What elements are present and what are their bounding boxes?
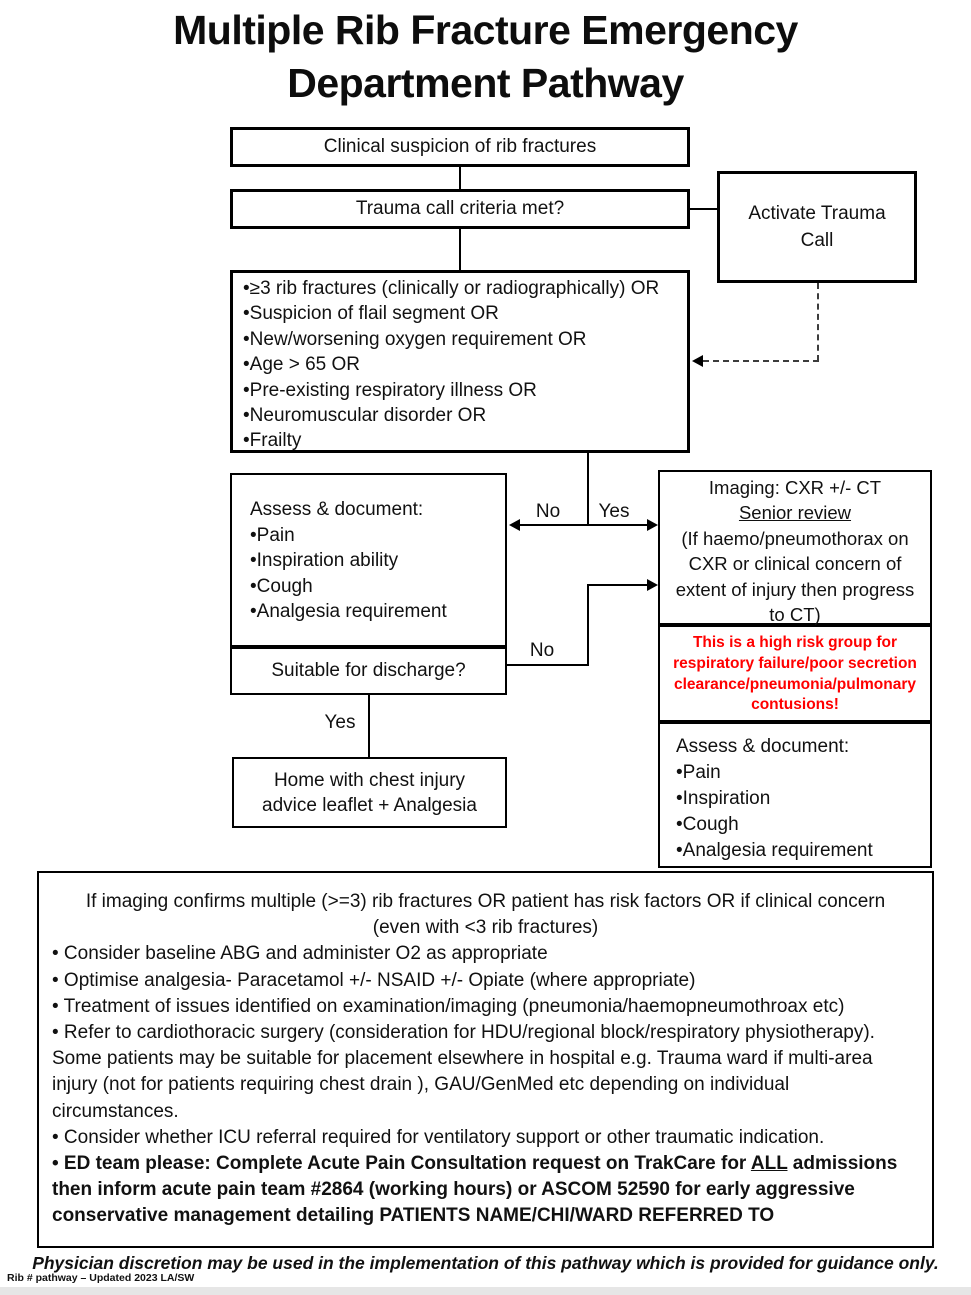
trauma-call-label: Trauma call criteria met? bbox=[355, 198, 565, 219]
assess-right-title: Assess & document: bbox=[676, 736, 850, 757]
management-intro-line2: (even with <3 rib fractures) bbox=[372, 917, 599, 939]
edge-label-no-mid: No bbox=[520, 640, 564, 662]
management-bullet: • Refer to cardiothoracic surgery (consideration for HDU/regional block/respiratory physiotherapy). Some patients may be suitable for placement elsewhere in hospital e.g. Trauma ward if multi-area injury (not for patients requiring chest drain ), GAU/GenMed etc depending on individual circumstances. bbox=[52, 1022, 875, 1122]
high-risk-warning-text: This is a high risk group for respiratory failure/poor secretion clearance/pneumonia/pulmonary contusions! bbox=[673, 634, 917, 714]
connector-discharge-to-home bbox=[368, 695, 370, 757]
home-advice-label: Home with chest injury advice leaflet + Analgesia bbox=[262, 769, 477, 816]
arrowhead-into-imaging2-icon bbox=[647, 579, 658, 591]
version-text: Rib # pathway – Updated 2023 LA/SW bbox=[7, 1272, 195, 1284]
assess-right-item: •Cough bbox=[676, 814, 739, 835]
management-bullet: • Consider whether ICU referral required for ventilatory support or other traumatic indication. bbox=[52, 1126, 825, 1148]
page-title bbox=[0, 4, 971, 110]
clinical-suspicion-box bbox=[230, 127, 690, 167]
assess-right-item: •Pain bbox=[676, 762, 721, 783]
connector-criteria-to-split bbox=[587, 453, 589, 526]
page-title-line1: Multiple Rib Fracture Emergency bbox=[173, 7, 798, 53]
criteria-box bbox=[230, 270, 690, 453]
connector-trauma-to-criteria bbox=[459, 229, 461, 270]
edge-label-yes-bottom: Yes bbox=[318, 712, 362, 734]
criteria-item: •Suspicion of flail segment OR bbox=[243, 303, 499, 325]
ed-team-post: admissions then inform acute pain team #2864 (working hours) or ASCOM 52590 for early aggressive conservative management detailing PATIENTS NAME/CHI/WARD REFERRED TO bbox=[52, 1153, 898, 1227]
assess-left-item: •Inspiration ability bbox=[250, 550, 399, 571]
criteria-item: •New/worsening oxygen requirement OR bbox=[243, 328, 587, 350]
bottom-edge-strip bbox=[0, 1287, 971, 1295]
assess-right-item: •Inspiration bbox=[676, 788, 771, 809]
assess-right-item: •Analgesia requirement bbox=[676, 840, 873, 861]
management-intro-line1: If imaging confirms multiple (>=3) rib fractures OR patient has risk factors OR if clinical concern bbox=[85, 891, 886, 912]
management-box bbox=[37, 871, 934, 1248]
imaging-line1: Imaging: CXR +/- CT bbox=[708, 477, 882, 498]
senior-review-label: Senior review bbox=[738, 502, 852, 524]
criteria-item: •Pre-existing respiratory illness OR bbox=[243, 379, 537, 401]
assess-left-item: •Analgesia requirement bbox=[250, 601, 447, 622]
arrowhead-into-criteria-icon bbox=[692, 355, 703, 367]
disclaimer-text: Physician discretion may be used in the implementation of this pathway which is provided for guidance only. bbox=[32, 1253, 939, 1273]
criteria-item: •Age > 65 OR bbox=[243, 354, 361, 376]
dashed-connector-vertical bbox=[817, 283, 819, 361]
dashed-connector-horizontal bbox=[703, 360, 819, 362]
edge-label-no-top: No bbox=[526, 501, 570, 523]
activate-trauma-box bbox=[717, 171, 917, 283]
arrowhead-into-assess-icon bbox=[509, 519, 520, 531]
imaging-box bbox=[658, 470, 932, 625]
trauma-call-box bbox=[230, 189, 690, 229]
management-bullet: • Optimise analgesia- Paracetamol +/- NSAID +/- Opiate (where appropriate) bbox=[52, 969, 696, 991]
arrowhead-into-imaging-icon bbox=[647, 519, 658, 531]
high-risk-warning-box bbox=[658, 625, 932, 722]
assess-left-item: •Pain bbox=[250, 524, 295, 546]
criteria-item: •Neuromuscular disorder OR bbox=[243, 405, 487, 427]
activate-trauma-label: Activate Trauma Call bbox=[748, 203, 886, 251]
ed-team-instruction bbox=[52, 1151, 919, 1230]
criteria-item: •≥3 rib fractures (clinically or radiographically) OR bbox=[243, 278, 660, 299]
imaging-line3: (If haemo/pneumothorax on CXR or clinical concern of extent of injury then progress to CT) bbox=[675, 527, 915, 626]
assess-document-right-box bbox=[658, 722, 932, 868]
connector-discharge-no-vertical bbox=[587, 584, 589, 666]
page-title-line2: Department Pathway bbox=[287, 60, 684, 106]
discharge-question-box bbox=[230, 647, 507, 695]
assess-document-left-box bbox=[230, 473, 507, 647]
connector-discharge-no-horizontal-bottom bbox=[507, 664, 589, 666]
management-bullet: • Consider baseline ABG and administer O2 as appropriate bbox=[52, 943, 548, 965]
assess-left-title: Assess & document: bbox=[250, 499, 424, 520]
connector-clinical-to-trauma bbox=[459, 167, 461, 189]
home-advice-box bbox=[232, 757, 507, 828]
clinical-suspicion-label: Clinical suspicion of rib fractures bbox=[323, 136, 597, 157]
ed-team-pre: • ED team please: Complete Acute Pain Consultation request on TrakCare for bbox=[52, 1153, 751, 1175]
management-bullet: • Treatment of issues identified on examination/imaging (pneumonia/haemopneumothroax etc) bbox=[52, 995, 845, 1017]
connector-discharge-no-horizontal-top bbox=[588, 584, 647, 586]
edge-label-yes-top: Yes bbox=[592, 501, 636, 523]
discharge-question-label: Suitable for discharge? bbox=[271, 660, 466, 681]
ed-team-all: ALL bbox=[750, 1153, 788, 1175]
assess-left-item: •Cough bbox=[250, 575, 313, 597]
connector-trauma-to-activate bbox=[690, 208, 717, 210]
connector-no-yes-line bbox=[517, 524, 648, 526]
criteria-item: •Frailty bbox=[243, 430, 302, 452]
